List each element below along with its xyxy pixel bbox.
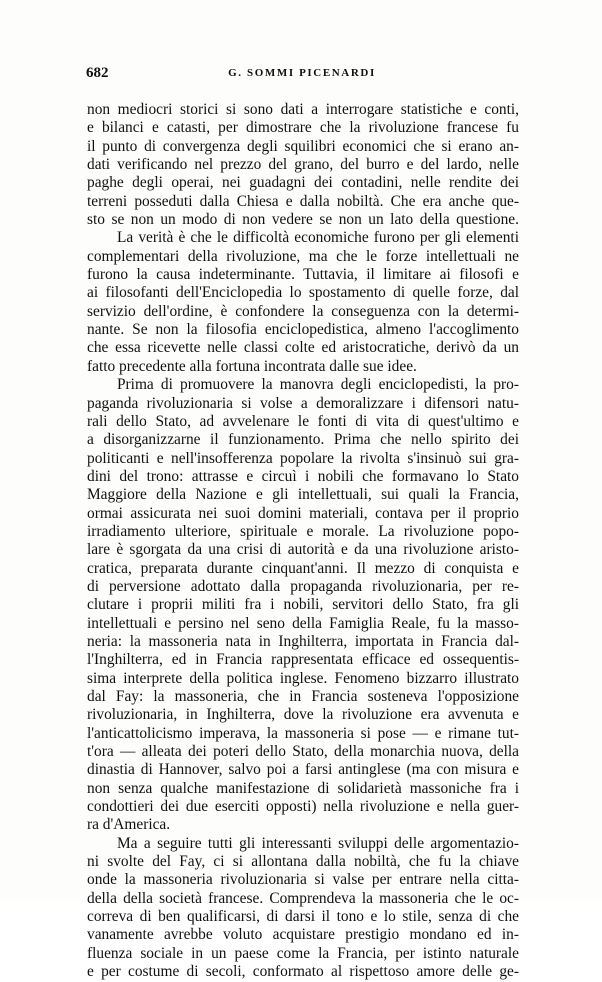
- text-line: rivoluzionaria, in Inghilterra, dove la rivoluzione era avvenuta e: [87, 706, 519, 724]
- text-line: dati verificando nel prezzo del grano, del burro e del lardo, nelle: [87, 156, 519, 174]
- text-line: non mediocri storici si sono dati a interrogare statistiche e conti,: [87, 101, 519, 118]
- text-line: ormai assicurata nei suoi domini materiali, contava per il proprio: [87, 504, 519, 522]
- text-line: dini del trono: attrasse e circuì i nobili che formavano lo Stato: [87, 467, 519, 485]
- paragraph-end-line: fatto precedente alla fortuna incontrata dalle sue idee.: [87, 357, 417, 375]
- text-line: intellettuali e persino nel seno della Famiglia Reale, fu la masso-: [87, 614, 519, 632]
- text-line: di perversione adottato dalla propaganda rivoluzionaria, per re-: [87, 577, 519, 595]
- text-line: condottieri dei due eserciti opposti) nella rivoluzione e nella guer-: [87, 798, 519, 816]
- text-line: furono la causa indeterminante. Tuttavia, il limitare ai filosofi e: [87, 266, 519, 284]
- text-line: ni svolte del Fay, ci si allontana dalla nobiltà, che fu la chiave: [87, 853, 519, 871]
- text-line: Maggiore della Nazione e gli intellettuali, sui quali la Francia,: [87, 486, 519, 504]
- text-line: l'anticattolicismo imperava, la massoneria si pose — e rimane tut-: [87, 724, 519, 742]
- text-line: nante. Se non la filosofia enciclopedistica, almeno l'accoglimento: [87, 321, 519, 339]
- text-line: clutare i proprii militi fra i nobili, servitori dello Stato, fra gli: [87, 596, 519, 614]
- text-line: correva di ben qualificarsi, di darsi il tono e lo stile, senza di che: [87, 908, 519, 926]
- text-line: rali dello Stato, ad avvelenare le fonti di vita di quest'ultimo e: [87, 412, 519, 430]
- text-line: e per costume di secoli, conformato al rispettoso amore delle ge-: [87, 963, 519, 981]
- page-number: 682: [86, 65, 109, 81]
- text-line: irradiamento ulteriore, spirituale e morale. La rivoluzione popo-: [87, 522, 519, 540]
- text-line: lare è sgorgata da una crisi di autorità e da una rivoluzione aristo-: [87, 541, 519, 559]
- text-line: ai filosofanti dell'Enciclopedia lo spostamento di quelle forze, dal: [87, 284, 519, 302]
- text-line: non senza qualche manifestazione di solidarietà massoniche fra i: [87, 779, 519, 797]
- text-line: e bilanci e catasti, per dimostrare che la rivoluzione francese fu: [87, 119, 519, 137]
- text-line: a disorganizzarne il funzionamento. Prima che nello spirito dei: [87, 431, 519, 449]
- text-line: vanamente avrebbe voluto acquistare prestigio mondano ed in-: [87, 926, 519, 944]
- text-line: paghe degli operai, nei guadagni dei contadini, nelle rendite dei: [87, 174, 519, 192]
- text-line: servizio dell'ordine, è confondere la conseguenza con la determi-: [87, 302, 519, 320]
- running-head: [86, 65, 518, 87]
- paragraph-start-line: Prima di promuovere la manovra degli enciclopedisti, la pro-: [117, 376, 519, 394]
- text-line: neria: la massoneria nata in Inghilterra, importata in Francia dal-: [87, 632, 519, 650]
- text-line: cratica, preparata durante cinquant'anni. Il mezzo di conquista e: [87, 559, 519, 577]
- text-line: sto se non un modo di non vedere se non un lato della questione.: [87, 211, 519, 229]
- paragraph-start-line: La verità è che le difficoltà economiche furono per gli elementi: [117, 229, 519, 247]
- text-line: dal Fay: la massoneria, che in Francia sosteneva l'opposizione: [87, 688, 519, 705]
- text-line: onde la massoneria rivoluzionaria si valse per entrare nella citta-: [87, 871, 519, 889]
- paragraph-start-line: Ma a seguire tutti gli interessanti sviluppi delle argomentazio-: [117, 834, 519, 852]
- text-line: dinastia di Hannover, salvo poi a farsi antinglese (ma con misura e: [87, 761, 519, 779]
- text-line: terreni posseduti dalla Chiesa e dalla nobiltà. Che era anche que-: [87, 192, 519, 210]
- text-line: politicanti e nell'insofferenza popolare la rivolta s'insinuò sui gra-: [87, 449, 519, 467]
- paragraph-end-line: ra d'America.: [87, 816, 171, 834]
- text-line: t'ora — alleata dei poteri dello Stato, della monarchia nuova, della: [87, 743, 519, 761]
- text-line: fluenza sociale in un paese come la Francia, per istinto naturale: [87, 944, 519, 962]
- text-line: della della società francese. Comprendeva la massoneria che le oc-: [87, 889, 519, 907]
- text-line: paganda rivoluzionaria si volse a demoralizzare i difensori natu-: [87, 394, 519, 412]
- text-line: sima interprete della politica inglese. Fenomeno bizzarro illustrato: [87, 669, 519, 687]
- text-line: che essa ricevette nelle classi colte ed aristocratiche, derivò da un: [87, 339, 519, 357]
- body-text: [87, 101, 519, 982]
- text-line: il punto di convergenza degli squilibri economici che si erano an-: [87, 137, 519, 155]
- text-line: l'Inghilterra, ed in Francia rappresentata efficace ed ossequentis-: [87, 651, 519, 669]
- running-title: G. SOMMI PICENARDI: [228, 67, 376, 79]
- text-line: complementari della rivoluzione, ma che le forze intellettuali ne: [87, 247, 519, 265]
